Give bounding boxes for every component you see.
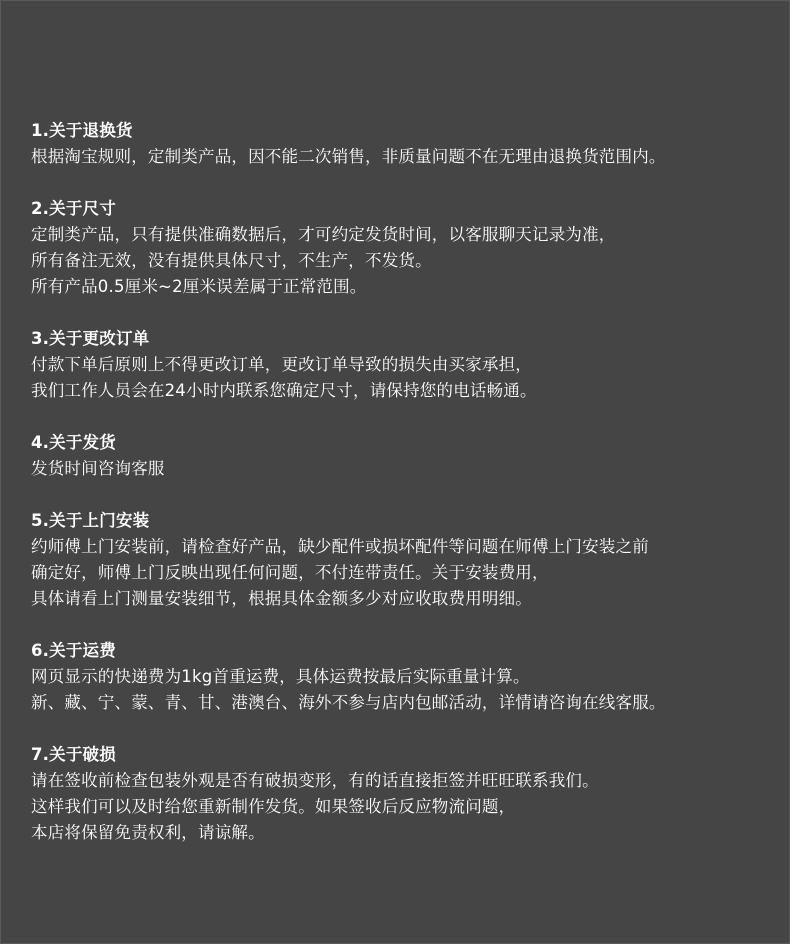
section-heading: 6.关于运费 [31,641,116,660]
section-shipping [31,430,776,482]
policy-notice [31,118,776,846]
section-text: 本店将保留免责权利，请谅解。 [31,823,265,842]
section-heading: 1.关于退换货 [31,121,133,140]
section-text: 新、藏、宁、蒙、青、甘、港澳台、海外不参与店内包邮活动，详情请咨询在线客服。 [31,693,666,712]
section-text: 付款下单后原则上不得更改订单，更改订单导致的损失由买家承担， [31,355,532,374]
section-freight [31,638,776,716]
section-text: 网页显示的快递费为1kg首重运费，具体运费按最后实际重量计算。 [31,667,530,686]
section-heading: 3.关于更改订单 [31,329,150,348]
section-size [31,196,776,300]
section-heading: 2.关于尺寸 [31,199,116,218]
section-text: 请在签收前检查包装外观是否有破损变形，有的话直接拒签并旺旺联系我们。 [31,771,599,790]
section-order-change [31,326,776,404]
section-text: 具体请看上门测量安装细节，根据具体金额多少对应收取费用明细。 [31,589,532,608]
section-text: 确定好，师傅上门反映出现任何问题，不付连带责任。关于安装费用， [31,563,549,582]
section-text: 根据淘宝规则，定制类产品，因不能二次销售，非质量问题不在无理由退换货范围内。 [31,147,666,166]
section-text: 发货时间咨询客服 [31,459,165,478]
section-heading: 4.关于发货 [31,433,116,452]
section-installation [31,508,776,612]
section-text: 所有产品0.5厘米~2厘米误差属于正常范围。 [31,277,367,296]
section-text: 我们工作人员会在24小时内联系您确定尺寸，请保持您的电话畅通。 [31,381,537,400]
section-heading: 5.关于上门安装 [31,511,150,530]
section-text: 这样我们可以及时给您重新制作发货。如果签收后反应物流问题， [31,797,516,816]
section-damage [31,742,776,846]
section-text: 所有备注无效，没有提供具体尺寸，不生产，不发货。 [31,251,432,270]
section-returns [31,118,776,170]
section-heading: 7.关于破损 [31,745,116,764]
section-text: 约师傅上门安装前，请检查好产品，缺少配件或损坏配件等问题在师傅上门安装之前 [31,537,649,556]
section-text: 定制类产品，只有提供准确数据后，才可约定发货时间，以客服聊天记录为准， [31,225,616,244]
